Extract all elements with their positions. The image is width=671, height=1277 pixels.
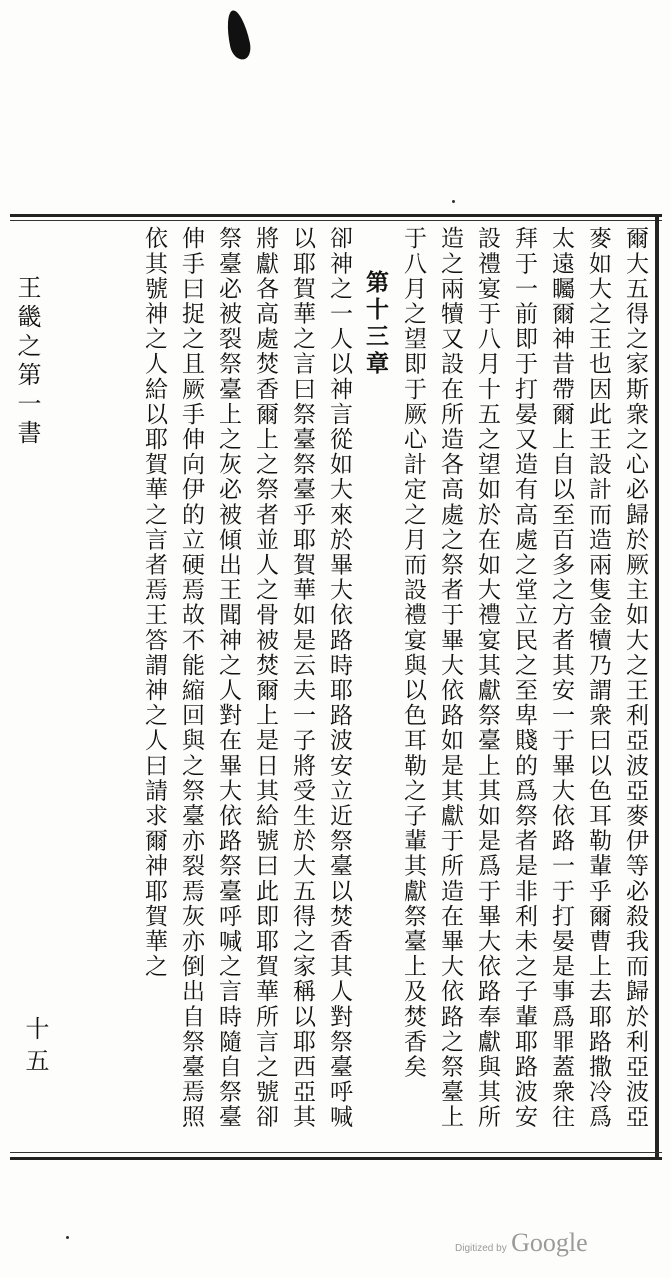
main-text-block [58, 226, 653, 1146]
page-frame-bottom-inner-rule [10, 1152, 662, 1153]
text-paragraph: 卻神之一人以神言從如大來於畢大依路時耶路波安立近祭臺以焚香其人對祭臺呼喊以耶賀華之言曰祭臺祭臺乎耶賀華如是云夫一子將受生於大五得之家稱以耶西亞其將獻各高處焚香爾上之祭者並人之骨被焚爾上是日其給號曰此即耶賀華所言之號卻祭臺必被裂祭臺上之灰必被傾出王聞神之人對在畢大依路祭臺呼喊之言時隨自祭臺伸手曰捉之且厥手伸向伊的立硬焉故不能縮回與之祭臺亦裂焉灰亦倒出自祭臺焉照依其號神之人給以耶賀華之言者焉王答謂神之人曰請求爾神耶賀華之 [141, 226, 352, 1130]
page-frame-top-inner-rule [10, 220, 662, 221]
page-frame-top-rule [10, 214, 662, 217]
page-number: 十五 [21, 1016, 49, 1080]
watermark-prefix: Digitized by [455, 1243, 507, 1254]
ink-blot [223, 8, 253, 61]
book-title-margin: 王畿之第一書 [13, 275, 41, 449]
google-logo: Google [511, 1228, 588, 1257]
page-frame-right-rule [655, 214, 659, 1160]
text-paragraph: 爾大五得之家斯衆之心必歸於厥主如大之王利亞波亞麥伊等必殺我而歸於利亞波亞麥如大之王也因此王設計而造兩隻金犢乃謂衆曰以色耳勒輩乎爾曹上去耶路撒冷爲太遠矚爾神昔帶爾上自以至百多之方者其安一于畢大依路一于打晏是事爲罪蓋衆往拜于一前即于打晏又造有高處之堂立民之至卑賤的爲祭者是非利未之子輩耶路波安設禮宴于八月十五之望如於在如大禮宴其獻祭臺上其如是爲于畢大依路奉獻與其所造之兩犢又設在所造各高處之祭者于畢大依路如是其獻于所造在畢大依路之祭臺上于八月之望即于厥心計定之月而設禮宴與以色耳勒之子輩其獻祭臺上及焚香矣 [400, 226, 648, 1130]
ink-speck [66, 1236, 69, 1239]
page-frame-bottom-rule [10, 1157, 662, 1160]
ink-speck [452, 200, 455, 203]
digitized-watermark [455, 1228, 588, 1258]
chapter-heading: 第十三章 [362, 270, 389, 378]
